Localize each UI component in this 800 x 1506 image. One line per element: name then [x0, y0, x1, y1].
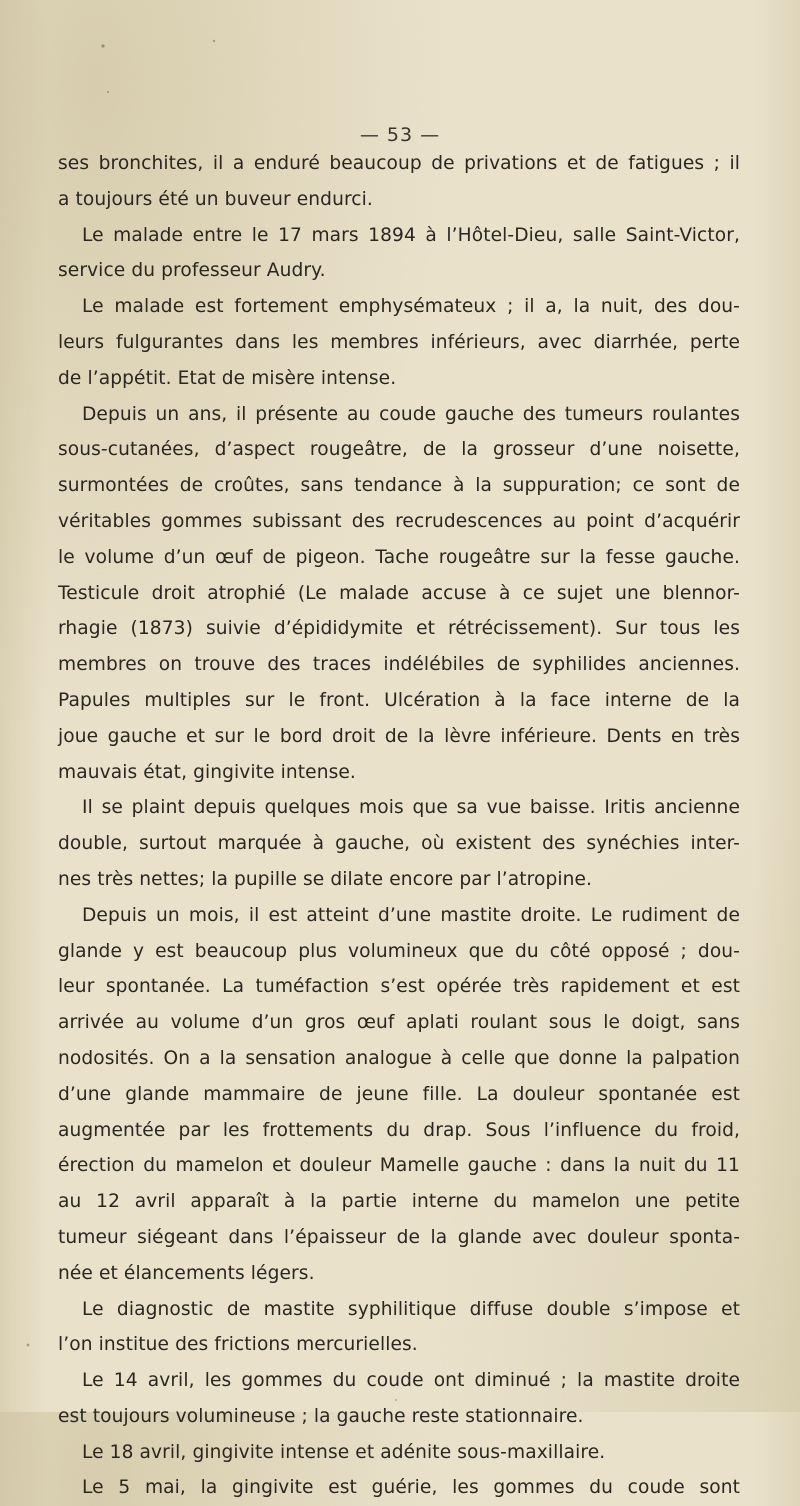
text-line: née et élancements légers. [58, 1262, 315, 1284]
text-line: Le 14 avril, les gommes du coude ont diminué ; la mastite droite [82, 1370, 740, 1392]
text-line: nodosités. On a la sensation analogue à celle que donne la palpation [58, 1047, 740, 1069]
text-line: ses bronchites, il a enduré beaucoup de privations et de fatigues ; il [58, 153, 740, 174]
body-text [58, 146, 740, 1506]
text-line: Depuis un ans, il présente au coude gauche des tumeurs roulantes [82, 403, 740, 425]
text-line: Le 18 avril, gingivite intense et adénite sous-maxillaire. [82, 1441, 606, 1463]
text-line: rhagie (1873) suivie d’épididymite et rétrécissement). Sur tous les [58, 618, 740, 640]
text-line: Le diagnostic de mastite syphilitique diffuse double s’impose et [82, 1298, 740, 1320]
text-line: Depuis un mois, il est atteint d’une mastite droite. Le rudiment de [82, 904, 740, 926]
text-line: tumeur siégeant dans l’épaisseur de la glande avec douleur sponta- [58, 1226, 740, 1248]
text-line: a toujours été un buveur endurci. [58, 188, 373, 210]
text-line: Papules multiples sur le front. Ulcération à la face interne de la [58, 689, 740, 711]
text-line: de l’appétit. Etat de misère intense. [58, 367, 397, 389]
text-line: service du professeur Audry. [58, 260, 326, 282]
text-line: d’une glande mammaire de jeune fille. La douleur spontanée est [58, 1083, 740, 1105]
text-line: Il se plaint depuis quelques mois que sa vue baisse. Iritis ancienne [82, 797, 740, 819]
text-line: nes très nettes; la pupille se dilate encore par l’atropine. [58, 868, 593, 890]
text-line: Le malade est fortement emphysémateux ; il a, la nuit, des dou- [82, 296, 740, 318]
text-line: arrivée au volume d’un gros œuf aplati roulant sous le doigt, sans [58, 1012, 740, 1034]
text-line: érection du mamelon et douleur Mamelle gauche : dans la nuit du 11 [58, 1155, 740, 1177]
page-number: — 53 — [359, 124, 441, 146]
text-line: augmentée par les frottements du drap. Sous l’influence du froid, [58, 1119, 740, 1141]
text-line: leur spontanée. La tuméfaction s’est opérée très rapidement et est [58, 976, 740, 998]
text-line: membres on trouve des traces indélébiles de syphilides anciennes. [58, 654, 740, 676]
text-line: au 12 avril apparaît à la partie interne du mamelon une petite [58, 1191, 740, 1213]
text-line: Le malade entre le 17 mars 1894 à l’Hôtel-Dieu, salle Saint-Victor, [82, 224, 740, 246]
text-line: le volume d’un œuf de pigeon. Tache rougeâtre sur la fesse gauche. [58, 546, 740, 568]
text-line: Le 5 mai, la gingivite est guérie, les gommes du coude sont [82, 1477, 740, 1499]
text-line: leurs fulgurantes dans les membres inférieurs, avec diarrhée, perte [58, 331, 740, 353]
text-line: est toujours volumineuse ; la gauche reste stationnaire. [58, 1405, 584, 1427]
text-line: joue gauche et sur le bord droit de la lèvre inférieure. Dents en très [58, 725, 740, 747]
text-line: glande y est beaucoup plus volumineux que du côté opposé ; dou- [58, 940, 740, 962]
text-line: véritables gommes subissant des recrudescences au point d’acquérir [58, 510, 740, 532]
text-line: double, surtout marquée à gauche, où existent des synéchies inter- [58, 833, 740, 855]
text-line: Testicule droit atrophié (Le malade accuse à ce sujet une blennor- [58, 582, 740, 604]
text-line: mauvais état, gingivite intense. [58, 761, 356, 783]
text-line: sous-cutanées, d’aspect rougeâtre, de la grosseur d’une noisette, [58, 439, 740, 461]
text-line: surmontées de croûtes, sans tendance à la suppuration; ce sont de [58, 475, 740, 497]
text-line: l’on institue des frictions mercurielles. [58, 1334, 418, 1356]
